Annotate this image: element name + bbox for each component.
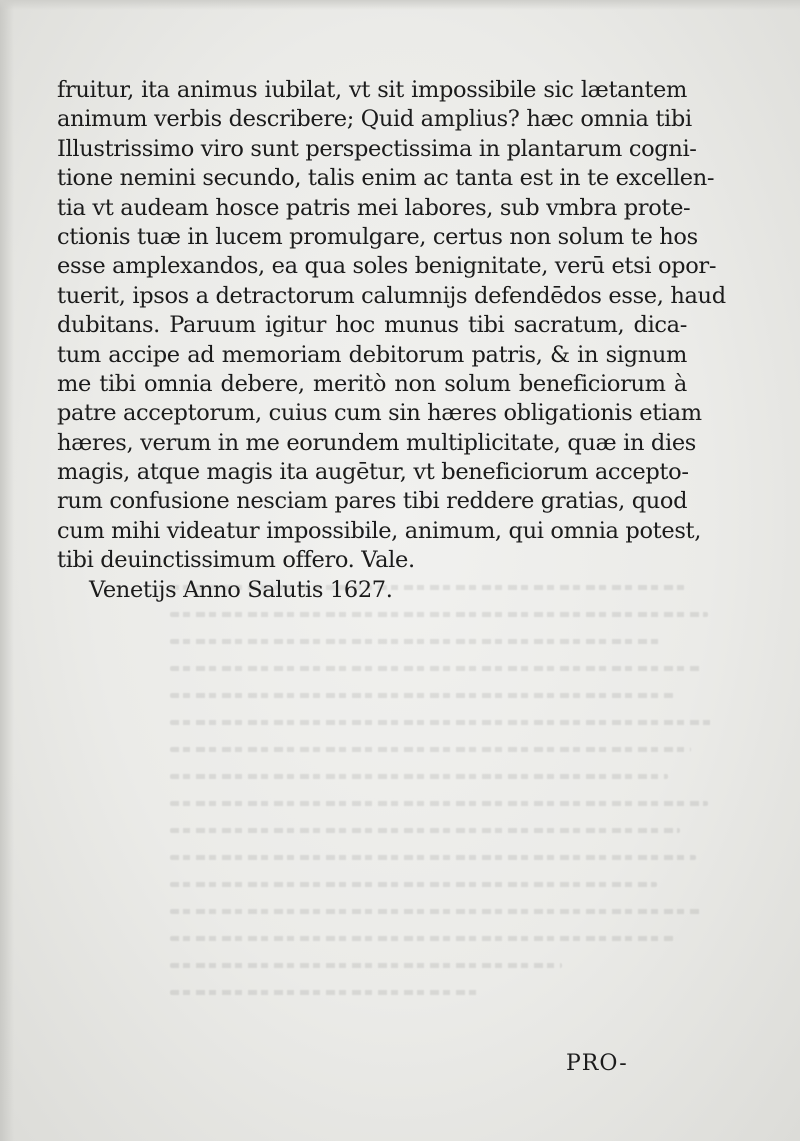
text-line: tum accipe ad memoriam debitorum patris, & in signum	[57, 341, 687, 368]
catchword: PRO-	[566, 1051, 628, 1076]
dedication-text-block	[57, 76, 726, 605]
text-line: tuerit, ipsos a detractorum calumnijs defendēdos esse, haud	[57, 282, 726, 309]
text-line: me tibi omnia debere, meritò non solum beneficiorum à	[57, 370, 687, 397]
text-line: tione nemini secundo, talis enim ac tanta est in te excellen-	[57, 165, 715, 192]
dateline: Venetijs Anno Salutis 1627.	[89, 576, 393, 603]
text-line: fruitur, ita animus iubilat, vt sit impossibile sic lætantem	[57, 77, 687, 103]
text-line: rum confusione nesciam pares tibi reddere gratias, quod	[57, 488, 688, 515]
text-line: magis, atque magis ita augētur, vt beneficiorum accepto-	[57, 459, 689, 486]
text-line: patre acceptorum, cuius cum sin hæres obligationis etiam	[57, 400, 702, 427]
text-line: Illustrissimo viro sunt perspectissima in plantarum cogni-	[57, 135, 697, 162]
text-line-closing: tibi deuinctissimum offero. Vale.	[57, 547, 415, 574]
text-line: tia vt audeam hosce patris mei labores, sub vmbra prote-	[57, 194, 691, 221]
reverse-page-bleed-through	[170, 585, 730, 1045]
text-line: esse amplexandos, ea qua soles benignitate, verū etsi opor-	[57, 253, 717, 280]
text-line: animum verbis describere; Quid amplius? hæc omnia tibi	[57, 106, 692, 133]
page-shadow-top	[0, 0, 800, 10]
text-line: cum mihi videatur impossibile, animum, qui omnia potest,	[57, 517, 702, 544]
text-line: ctionis tuæ in lucem promulgare, certus non solum te hos	[57, 223, 698, 250]
page-shadow-left	[0, 0, 14, 1141]
text-line: dubitans. Paruum igitur hoc munus tibi sacratum, dica-	[57, 312, 687, 339]
text-line: hæres, verum in me eorundem multiplicitate, quæ in dies	[57, 429, 696, 456]
